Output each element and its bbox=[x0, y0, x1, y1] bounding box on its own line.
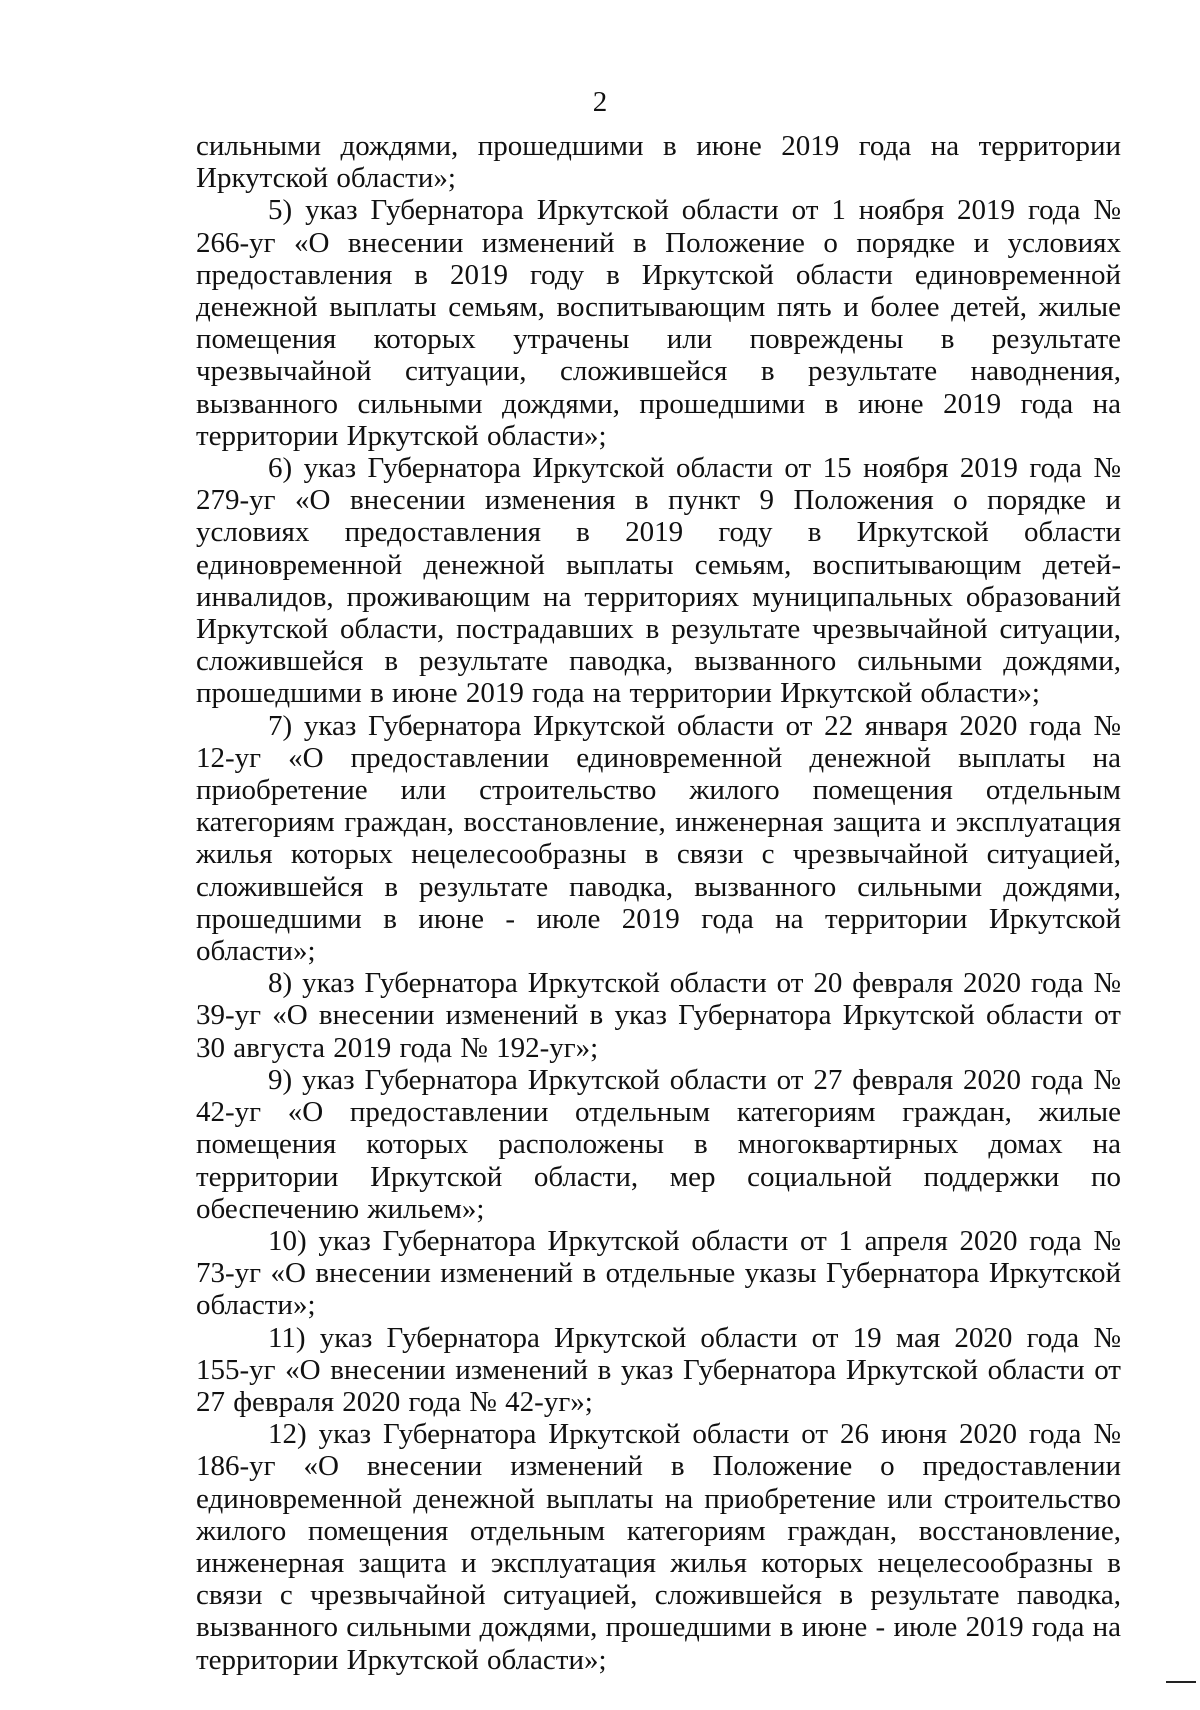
scan-edge-mark bbox=[1166, 1681, 1196, 1683]
list-item-5: 5) указ Губернатора Иркутской области от 1 ноября 2019 года № 266-уг «О внесении изменений в Положение о порядке и условиях предоставления в 2019 году в Иркутской области единовременной денежной выплаты семьям, воспитывающим пять и более детей, жилые помещения которых утрачены или повреждены в результате чрезвычайной ситуации, сложившейся в результате наводнения, вызванного сильными дождями, прошедшими в июне 2019 года на территории Иркутской области»; bbox=[196, 194, 1121, 452]
page-number: 2 bbox=[592, 86, 608, 118]
document-body bbox=[196, 130, 1121, 1676]
list-item-6: 6) указ Губернатора Иркутской области от 15 ноября 2019 года № 279-уг «О внесении изменения в пункт 9 Положения о порядке и условиях предоставления в 2019 году в Иркутской области единовременной денежной выплаты семьям, воспитывающим детей-инвалидов, проживающим на территориях муниципальных образований Иркутской области, пострадавших в результате чрезвычайной ситуации, сложившейся в результате паводка, вызванного сильными дождями, прошедшими в июне 2019 года на территории Иркутской области»; bbox=[196, 452, 1121, 710]
list-item-9: 9) указ Губернатора Иркутской области от 27 февраля 2020 года № 42-уг «О предоставлении отдельным категориям граждан, жилые помещения которых расположены в многоквартирных домах на территории Иркутской области, мер социальной поддержки по обеспечению жильем»; bbox=[196, 1063, 1121, 1225]
list-item-7: 7) указ Губернатора Иркутской области от 22 января 2020 года № 12-уг «О предоставлении единовременной денежной выплаты на приобретение или строительство жилого помещения отдельным категориям граждан, восстановление, инженерная защита и эксплуатация жилья которых нецелесообразны в связи с чрезвычайной ситуацией, сложившейся в результате паводка, вызванного сильными дождями, прошедшими в июне - июле 2019 года на территории Иркутской области»; bbox=[196, 709, 1121, 968]
list-item-12: 12) указ Губернатора Иркутской области от 26 июня 2020 года № 186-уг «О внесении изменений в Положение о предоставлении единовременной денежной выплаты на приобретение или строительство жилого помещения отдельным категориям граждан, восстановление, инженерная защита и эксплуатация жилья которых нецелесообразны в связи с чрезвычайной ситуацией, сложившейся в результате паводка, вызванного сильными дождями, прошедшими в июне - июле 2019 года на территории Иркутской области»; bbox=[196, 1418, 1121, 1676]
paragraph-continuation: сильными дождями, прошедшими в июне 2019 года на территории Иркутской области»; bbox=[196, 130, 1121, 195]
list-item-10: 10) указ Губернатора Иркутской области от 1 апреля 2020 года № 73-уг «О внесении изменений в отдельные указы Губернатора Иркутской области»; bbox=[196, 1224, 1121, 1322]
list-item-8: 8) указ Губернатора Иркутской области от 20 февраля 2020 года № 39-уг «О внесении изменений в указ Губернатора Иркутской области от 30 августа 2019 года № 192-уг»; bbox=[196, 967, 1121, 1064]
list-item-11: 11) указ Губернатора Иркутской области от 19 мая 2020 года № 155-уг «О внесении изменений в указ Губернатора Иркутской области от 27 февраля 2020 года № 42-уг»; bbox=[196, 1321, 1121, 1418]
